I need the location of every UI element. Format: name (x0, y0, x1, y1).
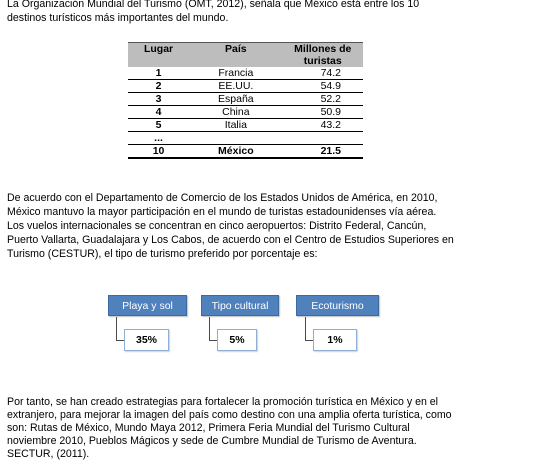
intro-paragraph (7, 0, 527, 25)
header-tourists: Millones de turistas (283, 43, 363, 68)
rank-cell: 4 (128, 106, 189, 119)
text-line: Turismo (CESTUR), el tipo de turismo preferido por porcentaje es: (7, 248, 318, 260)
country-cell: EE.UU. (189, 80, 282, 93)
tourism-type-ecotourism: Ecoturismo (296, 295, 379, 316)
tourism-type-beach: Playa y sol (108, 295, 187, 316)
table-row (128, 106, 363, 119)
country-cell: México (189, 145, 282, 159)
table-row (128, 132, 363, 145)
closing-paragraph (7, 396, 527, 461)
text-line: extranjero, para mejorar la imagen del país como destino con una amplia oferta turística, como (7, 409, 452, 421)
table-row (128, 93, 363, 106)
country-cell: España (189, 93, 282, 106)
text-line: noviembre 2010, Pueblos Mágicos y sede de Cumbre Mundial de Turismo de Aventura. (7, 435, 417, 447)
tourism-type-cultural: Tipo cultural (201, 295, 279, 316)
country-cell: China (189, 106, 282, 119)
tourists-cell: 21.5 (283, 145, 363, 159)
text-line: destinos turísticos más importantes del mundo. (7, 12, 229, 24)
text-line: Los vuelos internacionales se concentran en cinco aeropuertos: Distrito Federal, Cancún, (7, 220, 427, 232)
rank-cell: 10 (128, 145, 189, 159)
tourists-cell: 54.9 (283, 80, 363, 93)
table-row (128, 119, 363, 132)
header-rank: Lugar (128, 43, 189, 68)
table-row (128, 67, 363, 80)
country-cell: Italia (189, 119, 282, 132)
tourists-cell: 43.2 (283, 119, 363, 132)
text-line: SECTUR, (2011). (7, 448, 90, 460)
tourists-cell (283, 132, 363, 145)
percent-cultural: 5% (217, 329, 257, 351)
table-header-row (128, 43, 363, 68)
text-line: son: Rutas de México, Mundo Maya 2012, Primera Feria Mundial del Turismo Cultural (7, 422, 410, 434)
text-line: Puerto Vallarta, Guadalajara y Los Cabos, de acuerdo con el Centro de Estudios Superiores en (7, 234, 454, 246)
country-cell: Francia (189, 67, 282, 80)
rank-cell: 1 (128, 67, 189, 80)
tourists-cell: 50.9 (283, 106, 363, 119)
country-cell (189, 132, 282, 145)
tourism-ranking-table (128, 42, 363, 160)
table-row (128, 80, 363, 93)
rank-cell: 3 (128, 93, 189, 106)
rank-cell: 2 (128, 80, 189, 93)
percent-ecotourism: 1% (313, 329, 357, 351)
airports-paragraph (7, 191, 527, 261)
rank-cell: 5 (128, 119, 189, 132)
table-row (128, 145, 363, 159)
rank-cell: ... (128, 132, 189, 145)
tourists-cell: 52.2 (283, 93, 363, 106)
percent-beach: 35% (124, 329, 169, 351)
text-line: México mantuvo la mayor participación en el mundo de turistas estadounidenses vía aérea. (7, 206, 437, 218)
text-line: De acuerdo con el Departamento de Comercio de los Estados Unidos de América, en 2010, (7, 192, 438, 204)
text-line: La Organización Mundial del Turismo (OMT, 2012), señala que México está entre los 10 (7, 0, 420, 10)
text-line: Por tanto, se han creado estrategias para fortalecer la promoción turística en México y en el (7, 396, 439, 408)
header-country: País (189, 43, 282, 68)
tourists-cell: 74.2 (283, 67, 363, 80)
